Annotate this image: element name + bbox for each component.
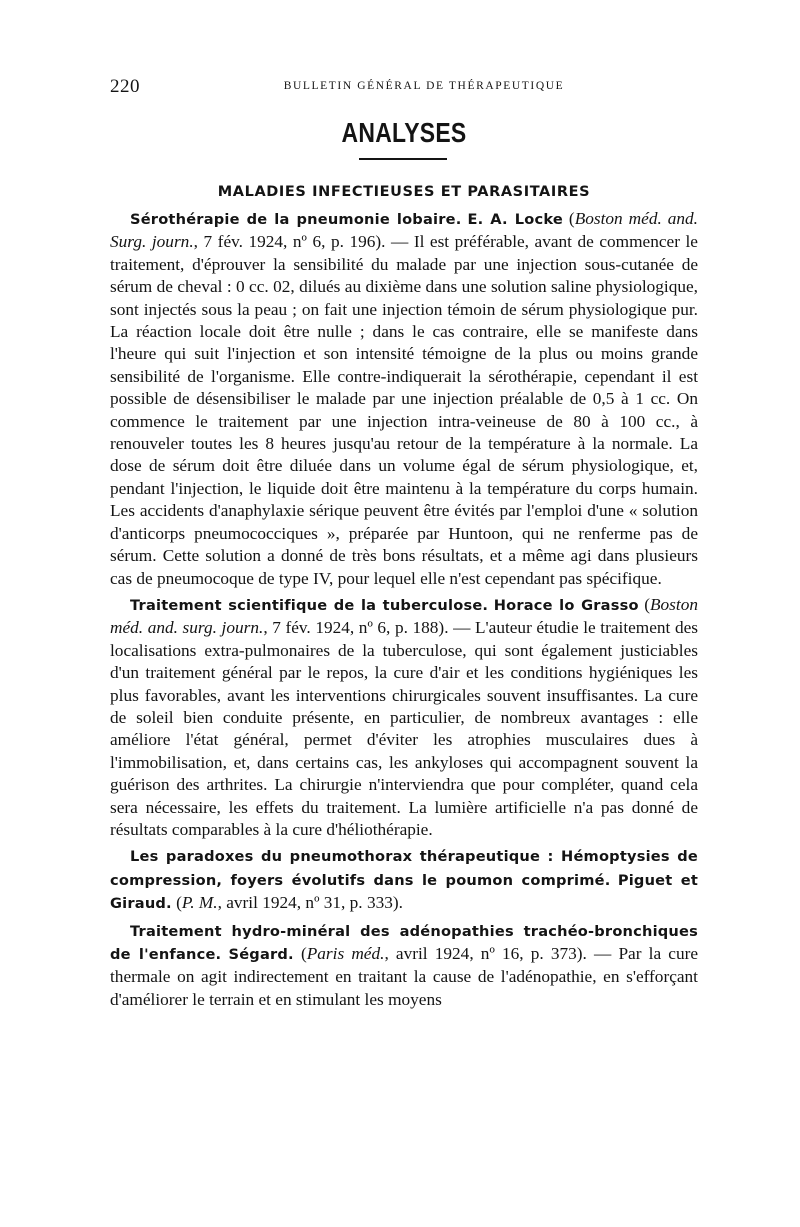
entry-source: Boston méd. and. Surg. journ. (110, 209, 699, 252)
entry-title: Sérothérapie de la pneumonie lobaire. (130, 211, 462, 228)
entry-source-open: ( (568, 209, 575, 228)
article-body (110, 208, 698, 1015)
journal-title: BULLETIN GÉNÉRAL DE THÉRAPEUTIQUE (283, 80, 565, 92)
entry-text: — L'auteur étudie le traitement des localisations extra-pulmonaires de la tuberculose, qui sont également justiciables d'un traitement général par le repos, la cure d'air et les conditions hygiéniques les plus favorables, avant les interventions chirurgicales souvent insuffisantes. La cure de soleil bien conduite présente, en particulier, de nombreux avantages : elle améliore l'état général, permet d'éviter les atrophies musculaires dues à l'immobilisation, et, dans certains cas, les ankyloses qui accompagnent souvent la guérison des arthrites. La chirurgie n'interviendra que pour compléter, quand cela sera nécessaire, les effets du traitement. La lumière artificielle n'a pas donné de résultats comparables à la cure d'héliothérapie. (110, 618, 698, 839)
page (110, 0, 698, 1227)
entry-title: Traitement scientifique de la tuberculose. (130, 596, 489, 614)
entry-adenopathies (110, 920, 698, 1012)
entry-source: P. M. (181, 893, 218, 913)
entry-text: — Il est préférable, avant de commencer le traitement, d'éprouver la sensibilité du malade par une injection sous-cutanée de sérum de cheval : 0 cc. 02, dilués au dixième dans une solution saline physiologique, sont injectés sous la peau ; on fait une injection témoin de sérum physiologique pur. La réaction locale doit être nulle ; dans le cas contraire, elle se manifeste dans l'heure qui suit l'injection et son intensité témoigne de la plus ou moins grande sensibilité de l'organisme. Elle contre-indiquerait la sérothérapie, cependant il est possible de désensibiliser le malade par une injection préalable de 0,5 à 1 cc. On commence le traitement par une injection intra-veineuse de 80 à 100 cc., à renouveler toutes les 8 heures jusqu'au retour de la température à la normale. La dose de sérum doit être diluée dans un volume égal de sérum physiologique, et, pendant l'injection, le liquide doit être maintenu à la température du corps humain. Les accidents d'anaphylaxie sérique peuvent être évités par l'emploi d'une « solution d'anticorps pneumococciques », préparée par Huntoon, qui ne renferme pas de sérum. Cette solution a donné de très bons résultats, et a même agi dans plusieurs cas de pneumocoque de type IV, pour lequel elle n'est cependant pas spécifique. (110, 232, 698, 588)
title-rule (359, 158, 447, 160)
entry-author: E. A. Locke (467, 211, 563, 228)
entry-text: — Par la cure thermale on agit indirectement en traitant la cause de l'adénopathie, en s'efforçant d'améliorer le terrain et en stimulant les moyens (110, 944, 699, 1009)
running-header (110, 76, 698, 96)
section-heading: MALADIES INFECTIEUSES ET PARASITAIRES (217, 184, 591, 200)
entry-title: Les paradoxes du pneumothorax thérapeutique : Hémoptysies de compression, foyers évolutifs dans le poumon comprimé. (110, 848, 698, 889)
entry-tuberculose (110, 594, 698, 841)
entry-citation: , 7 fév. 1924, nº 6, p. 196). (193, 232, 386, 252)
entry-source-open: ( (176, 893, 182, 913)
page-title: ANALYSES (341, 117, 467, 148)
entry-source: Paris méd. (306, 944, 385, 963)
page-number: 220 (110, 76, 140, 97)
entry-source-open: ( (300, 944, 307, 963)
entry-author: Piguet et Giraud. (110, 871, 698, 913)
entry-citation: , avril 1924, nº 16, p. 373). (384, 944, 587, 963)
entry-pneumonie (110, 208, 698, 590)
entry-author: Horace lo Grasso (493, 596, 639, 614)
entry-citation: , avril 1924, nº 31, p. 333). (217, 893, 403, 913)
entry-pneumothorax (110, 845, 698, 915)
entry-author: Ségard. (228, 946, 294, 963)
entry-title: Traitement hydro-minéral des adénopathies trachéo-bronchiques de l'enfance. (110, 922, 698, 963)
entry-citation: , 7 fév. 1924, nº 6, p. 188). (263, 618, 449, 638)
entry-source-open: ( (644, 594, 650, 614)
entry-source: Boston méd. and. surg. journ. (110, 594, 698, 638)
